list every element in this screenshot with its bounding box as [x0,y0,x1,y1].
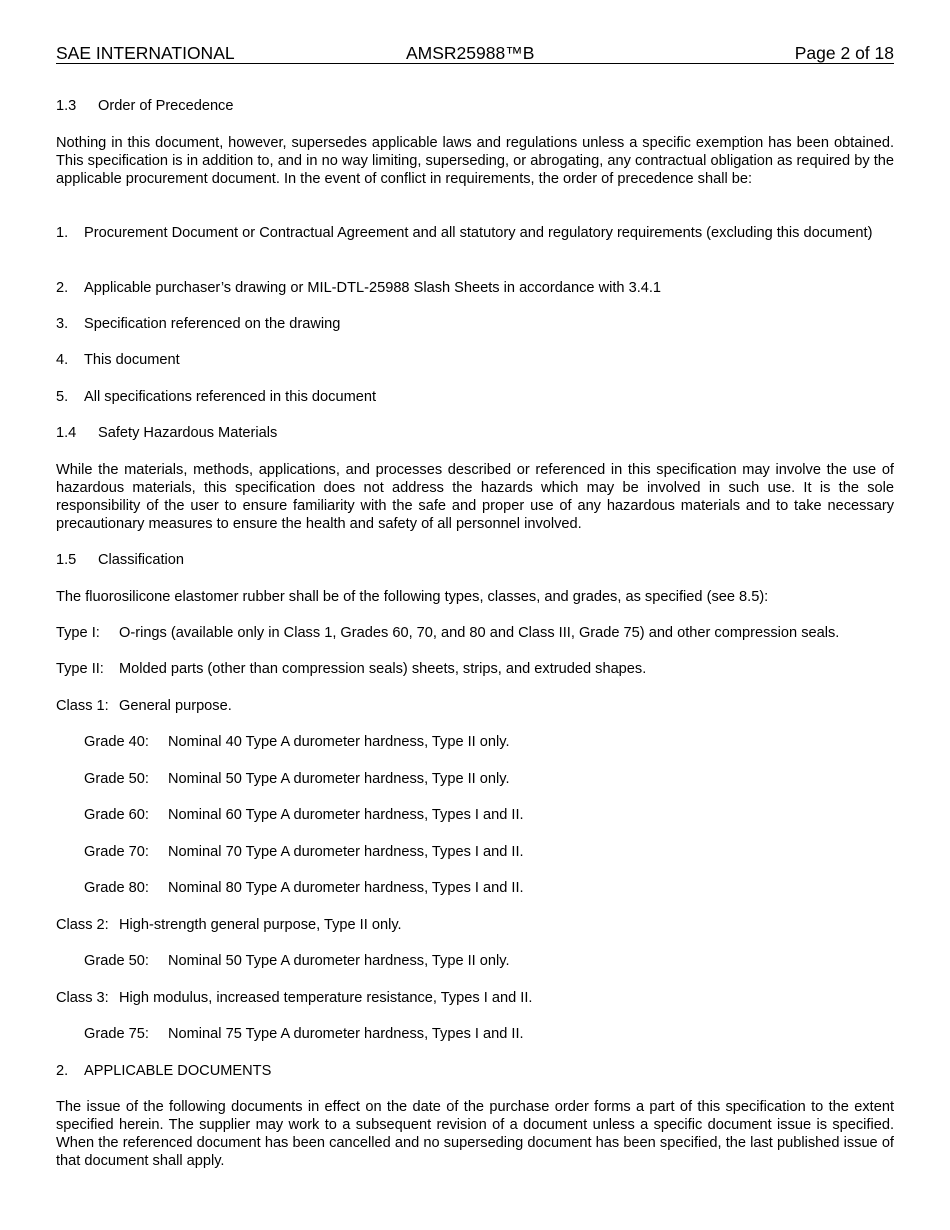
class-label: Class 2: [56,917,109,933]
class-1-entry [56,697,894,715]
type-1-entry [56,624,894,642]
list-number: 1. [56,225,69,241]
section-heading-1-3 [56,97,894,115]
section-number: 1.4 [56,425,77,441]
section-number: 1.5 [56,552,77,568]
grade-entry [84,733,894,751]
grade-text: Nominal 80 Type A durometer hardness, Types I and II. [168,880,524,896]
type-label: Type II: [56,661,104,677]
list-number: 5. [56,389,69,405]
section-number: 1.3 [56,98,77,114]
section-title: Classification [98,552,184,568]
section-title: Safety Hazardous Materials [98,425,278,441]
list-text: Applicable purchaser’s drawing or MIL-DTL-25988 Slash Sheets in accordance with 3.4.1 [84,280,662,296]
type-2-entry [56,660,894,678]
page-header [56,43,894,64]
class-label: Class 1: [56,698,109,714]
grade-text: Nominal 50 Type A durometer hardness, Type II only. [168,771,510,787]
grade-label: Grade 50: [84,953,149,969]
header-org: SAE INTERNATIONAL [56,43,235,63]
section-number: 2. [56,1063,69,1079]
grade-entry [84,879,894,897]
type-text: Molded parts (other than compression seals) sheets, strips, and extruded shapes. [119,661,647,677]
list-text: Procurement Document or Contractual Agreement and all statutory and regulatory requirements (excluding this document) [84,225,873,241]
section-heading-1-4 [56,424,894,442]
section-heading-1-5 [56,551,894,569]
grade-text: Nominal 50 Type A durometer hardness, Type II only. [168,953,510,969]
class-text: General purpose. [119,698,232,714]
list-text: All specifications referenced in this document [84,389,377,405]
grade-text: Nominal 75 Type A durometer hardness, Types I and II. [168,1026,524,1042]
list-text: Specification referenced on the drawing [84,316,341,332]
class-text: High-strength general purpose, Type II only. [119,917,402,933]
grade-entry [84,1025,894,1043]
grade-text: Nominal 40 Type A durometer hardness, Type II only. [168,734,510,750]
list-number: 2. [56,280,69,296]
grade-label: Grade 70: [84,844,149,860]
list-number: 4. [56,352,69,368]
type-label: Type I: [56,625,100,641]
grade-label: Grade 75: [84,1026,149,1042]
class-3-entry [56,989,894,1007]
grade-entry [84,952,894,970]
grade-label: Grade 50: [84,771,149,787]
grade-entry [84,806,894,824]
paragraph-safety: While the materials, methods, applications, and processes described or referenced in this specification may involve the use of hazardous materials, this specification does not address the hazards which may be involved in such use. It is the sole responsibility of the user to ensure familiarity with the safe and proper use of any hazardous materials and to take necessary precautionary measures to ensure the health and safety of all personnel involved. [56,462,894,532]
grade-label: Grade 60: [84,807,149,823]
grade-label: Grade 40: [84,734,149,750]
section-title: Order of Precedence [98,98,234,114]
grade-entry [84,843,894,861]
grade-text: Nominal 60 Type A durometer hardness, Types I and II. [168,807,524,823]
section-title: APPLICABLE DOCUMENTS [84,1063,272,1079]
type-text: O-rings (available only in Class 1, Grades 60, 70, and 80 and Class III, Grade 75) and other compression seals. [119,625,840,641]
header-page-number: Page 2 of 18 [794,43,894,63]
class-2-entry [56,916,894,934]
grade-entry [84,770,894,788]
header-doc-id: AMSR25988™B [406,43,535,63]
grade-label: Grade 80: [84,880,149,896]
class-text: High modulus, increased temperature resistance, Types I and II. [119,990,533,1006]
paragraph-classification-intro: The fluorosilicone elastomer rubber shall be of the following types, classes, and grades, as specified (see 8.5): [56,589,769,605]
list-number: 3. [56,316,69,332]
list-text: This document [84,352,180,368]
paragraph-order-of-precedence: Nothing in this document, however, supersedes applicable laws and regulations unless a specific exemption has been obtained. This specification is in addition to, and in no way limiting, superseding, or abrogating, any contractual obligation as required by the applicable procurement document. In the event of conflict in requirements, the order of precedence shall be: [56,135,894,187]
paragraph-applicable-documents: The issue of the following documents in effect on the date of the purchase order forms a part of this specification to the extent specified herein. The supplier may work to a subsequent revision of a document unless a specific document issue is specified. When the referenced document has been cancelled and no superseding document has been specified, the last published issue of that document shall apply. [56,1099,894,1169]
class-label: Class 3: [56,990,109,1006]
grade-text: Nominal 70 Type A durometer hardness, Types I and II. [168,844,524,860]
